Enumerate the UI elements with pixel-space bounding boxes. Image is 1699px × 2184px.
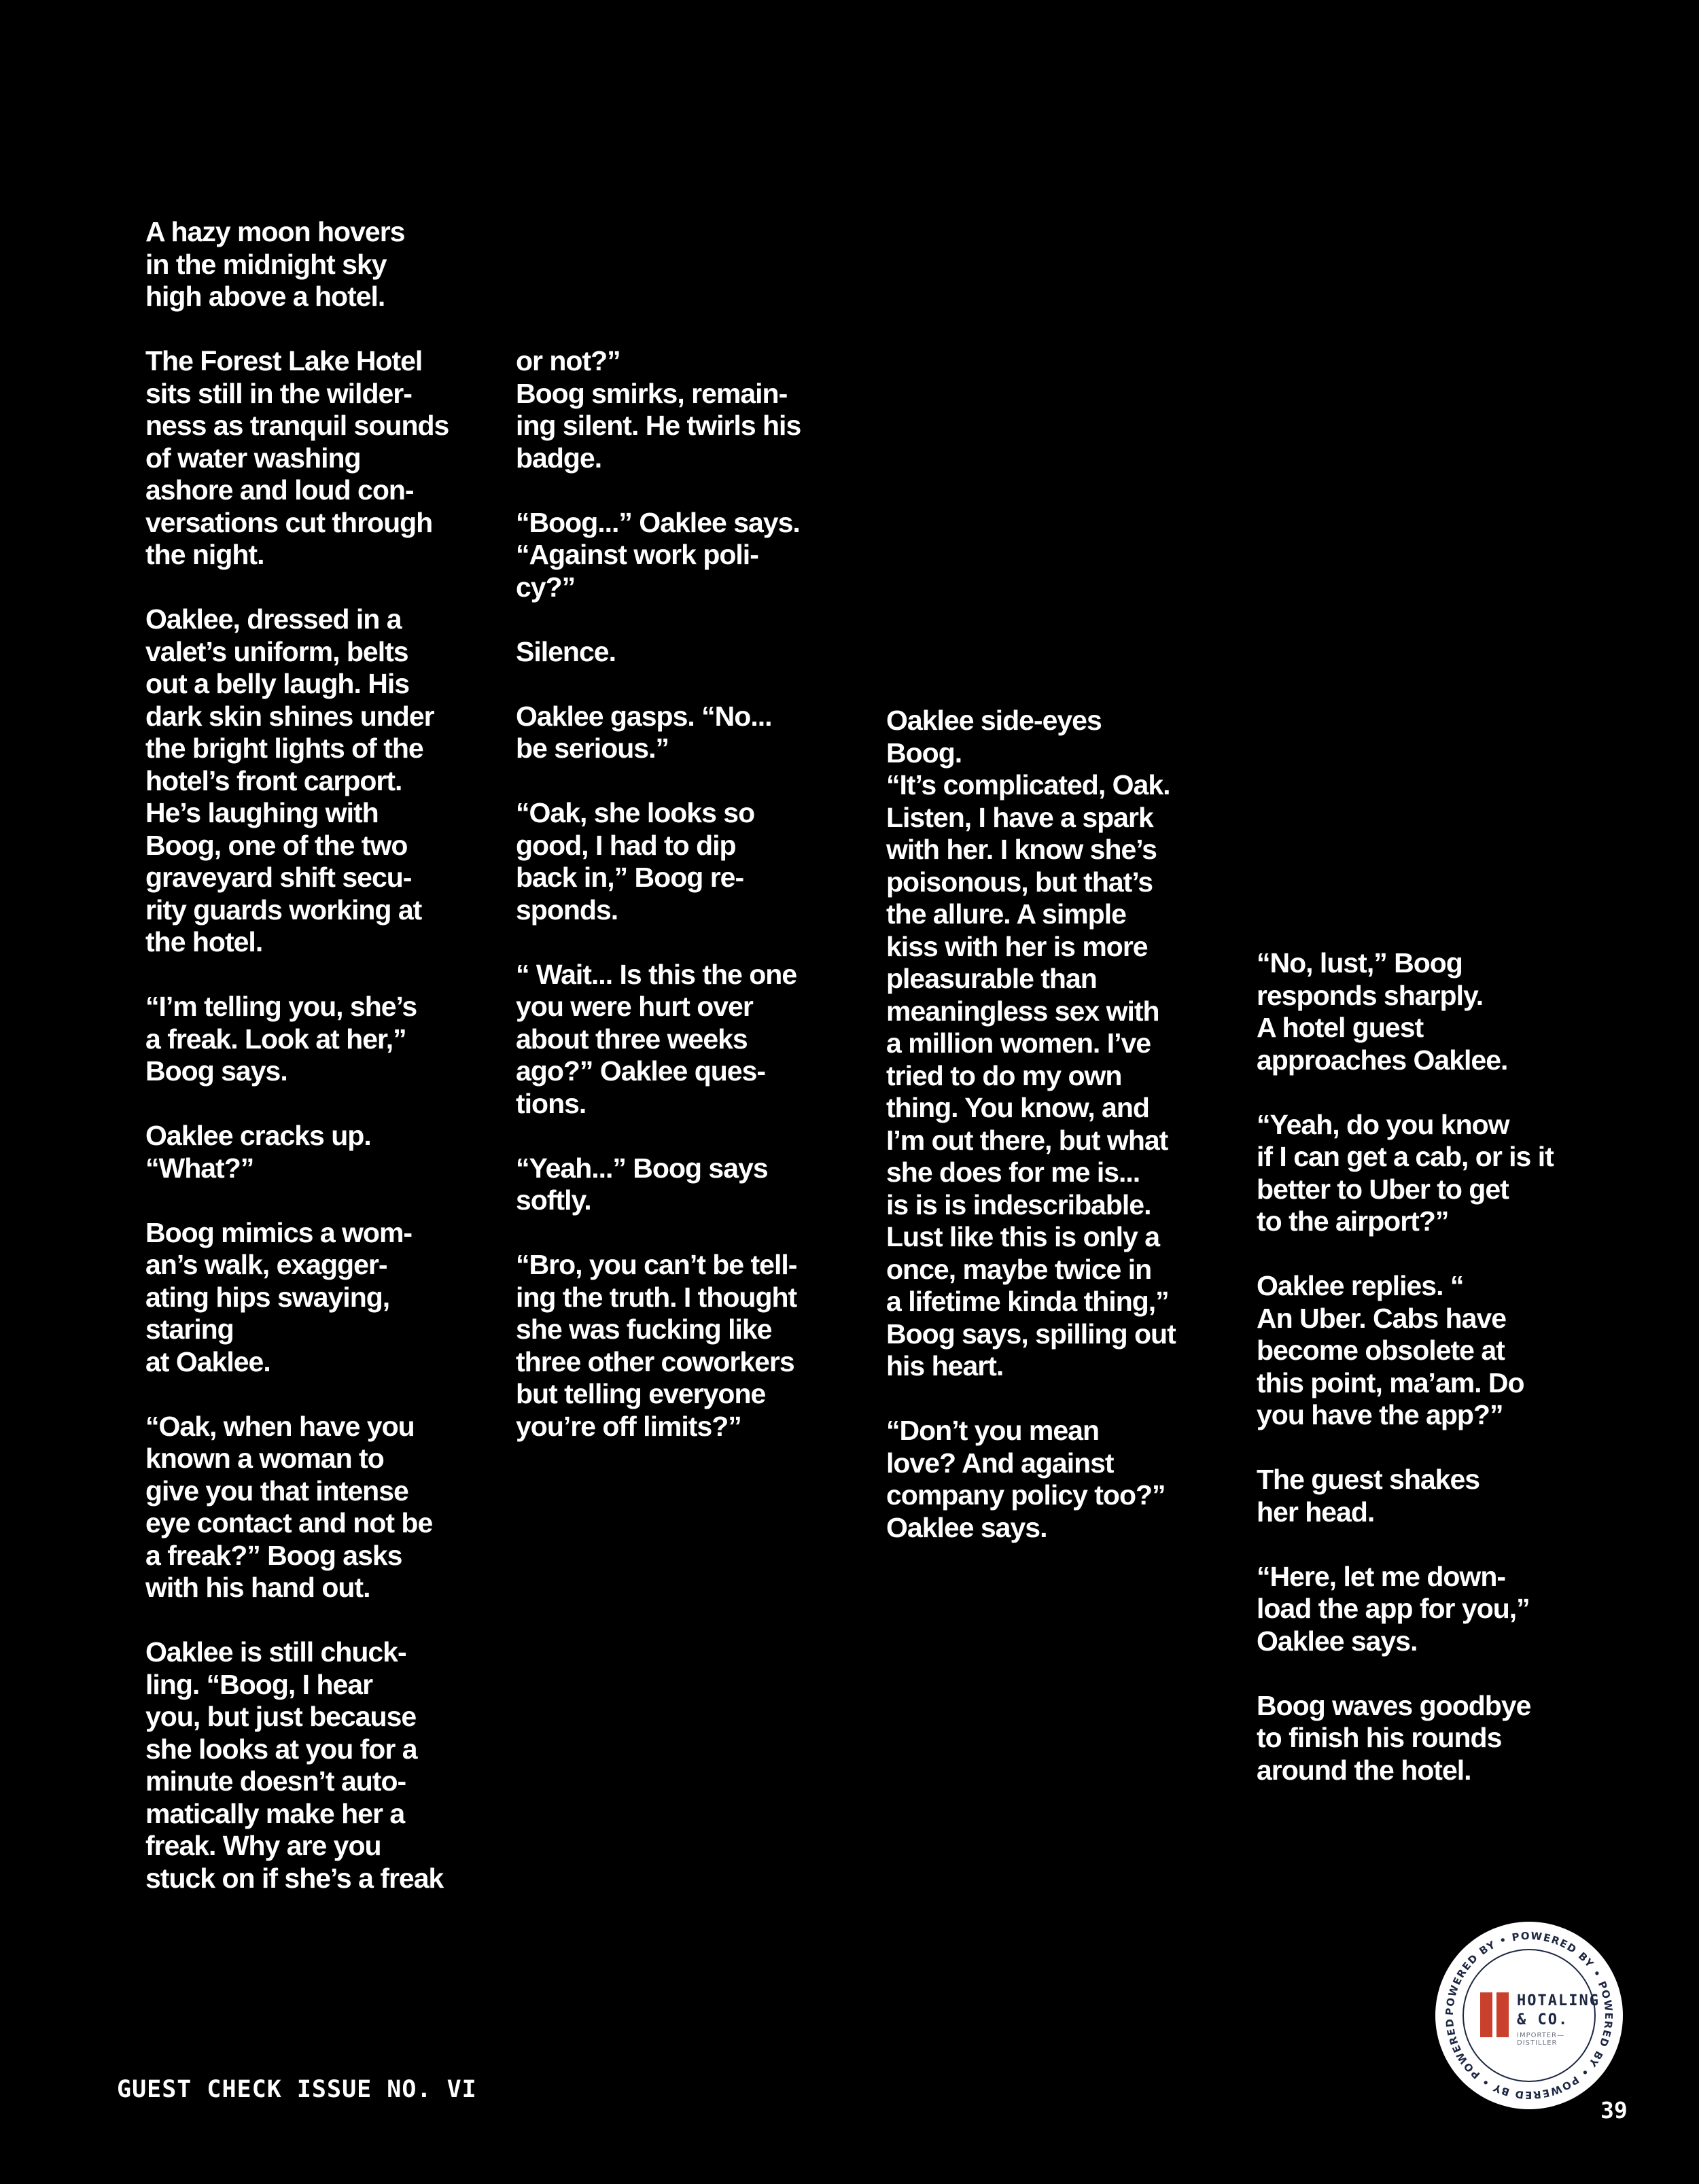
sponsor-badge — [1434, 1920, 1624, 2111]
paragraph: “Boog...” Oaklee says. “Against work poli- cy?” — [516, 506, 800, 603]
story-column-2 — [516, 345, 869, 1475]
paragraph: “I’m telling you, she’s a freak. Look at her,” Boog says. — [145, 991, 417, 1087]
paragraph: “Here, let me down- load the app for you,” Oaklee says. — [1257, 1560, 1530, 1657]
brand-name: HOTALING — [1517, 1992, 1600, 2009]
paragraph: “Yeah, do you know if I can get a cab, or is it better to Uber to get to the airport?” — [1257, 1108, 1554, 1237]
paragraph: “ Wait... Is this the one you were hurt over about three weeks ago?” Oaklee ques- tions. — [516, 958, 797, 1119]
brand-subtitle: IMPORTER—DISTILLER — [1517, 2032, 1565, 2047]
paragraph: “Bro, you can’t be tell- ing the truth. I thought she was fucking like three other coworkers but telling everyone you’re off limits?” — [516, 1249, 797, 1442]
paragraph: “Don’t you mean love? And against company policy too?” Oaklee says. — [886, 1415, 1166, 1543]
story-column-1 — [145, 216, 499, 1927]
paragraph: Oaklee gasps. “No... be serious.” — [516, 700, 772, 764]
brand-name-line-2: & CO. — [1517, 2011, 1569, 2028]
paragraph: “No, lust,” Boog responds sharply. A hotel guest approaches Oaklee. — [1257, 947, 1508, 1076]
paragraph: Boog waves goodbye to finish his rounds around the hotel. — [1257, 1689, 1531, 1786]
paragraph: Oaklee side-eyes Boog. “It’s complicated, Oak. Listen, I have a spark with her. I know she’s poisonous, but that’s the allure. A simple kiss with her is more pleasurable than meaningless sex with a million women. I’ve tried to do my own thing. You know, and I’m out there, but what she does for me is... is is is indescribable. Lust like this is only a once, maybe twice in a lifetime kinda thing,” Boog says, spilling out his heart. — [886, 705, 1176, 1381]
paragraph: “Oak, when have you known a woman to give you that intense eye contact and not be a freak?” Boog asks with his hand out. — [145, 1410, 433, 1603]
publication-footer: GUEST CHECK ISSUE NO. VI — [117, 2076, 477, 2103]
paragraph: Oaklee replies. “ An Uber. Cabs have become obsolete at this point, ma’am. Do you have the app?” — [1257, 1270, 1524, 1430]
paragraph: The Forest Lake Hotel sits still in the wilder- ness as tranquil sounds of water washing ashore and loud con- versations cut through the night. — [145, 345, 449, 570]
story-column-4 — [1257, 947, 1610, 1819]
paragraph: A hazy moon hovers in the midnight sky high above a hotel. — [145, 216, 405, 312]
paragraph: Oaklee is still chuck- ling. “Boog, I hear you, but just because she looks at you for a minute doesn’t auto- matically make her a freak. Why are you stuck on if she’s a freak — [145, 1636, 444, 1894]
paragraph: or not?” Boog smirks, remain- ing silent. He twirls his badge. — [516, 345, 801, 474]
paragraph: Silence. — [516, 635, 616, 667]
story-column-3 — [886, 705, 1240, 1577]
paragraph: Boog mimics a wom- an’s walk, exagger- ating hips swaying, staring at Oaklee. — [145, 1216, 413, 1377]
paragraph: “Oak, she looks so good, I had to dip back in,” Boog re- sponds. — [516, 797, 755, 926]
paragraph: Oaklee cracks up. “What?” — [145, 1120, 371, 1184]
paragraph: “Yeah...” Boog says softly. — [516, 1152, 768, 1216]
paragraph: Oaklee, dressed in a valet’s uniform, belts out a belly laugh. His dark skin shines under the bright lights of the hotel’s front carport. He’s laughing with Boog, one of the two graveyard shift secu- rity guards working at the hotel. — [145, 603, 434, 957]
badge-ring-text: POWERED BY • POWERED BY • POWERED BY • POWERED BY • POWERED — [1443, 1929, 1615, 2102]
paragraph: The guest shakes her head. — [1257, 1464, 1480, 1528]
brand-mark-icon — [1480, 1992, 1510, 2037]
page-number: 39 — [1600, 2097, 1628, 2124]
